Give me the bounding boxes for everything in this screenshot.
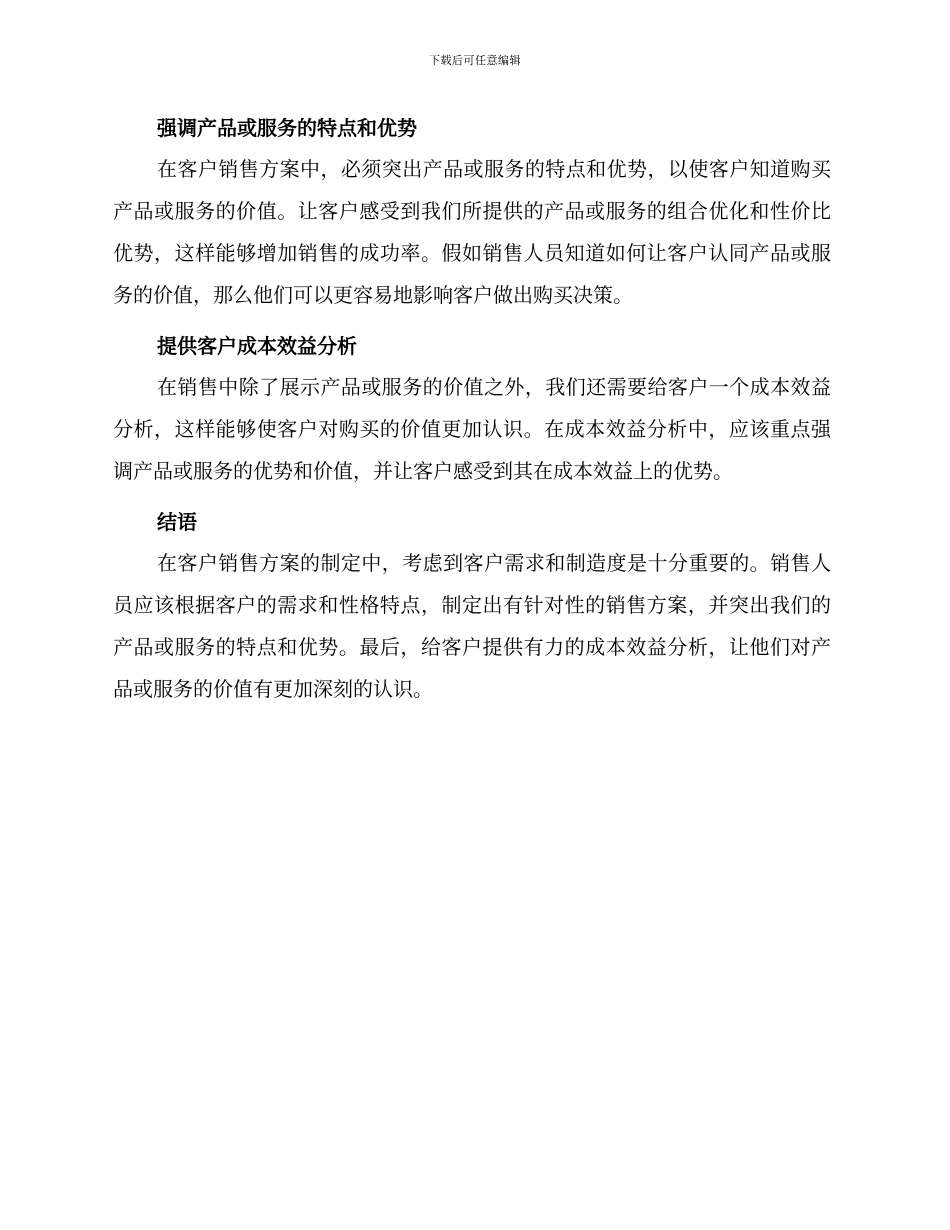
section-paragraph: 在销售中除了展示产品或服务的价值之外，我们还需要给客户一个成本效益分析，这样能够使客户对购买的价值更加认识。在成本效益分析中，应该重点强调产品或服务的优势和价值，并让客户感受到其在成本效益上的优势。 xyxy=(113,375,831,483)
section-heading: 强调产品或服务的特点和优势 xyxy=(157,116,417,140)
section-conclusion xyxy=(113,502,831,710)
section-heading: 提供客户成本效益分析 xyxy=(157,334,357,358)
section-paragraph: 在客户销售方案中，必须突出产品或服务的特点和优势，以使客户知道购买产品或服务的价值。让客户感受到我们所提供的产品或服务的组合优化和性价比优势，这样能够增加销售的成功率。假如销售人员知道如何让客户认同产品或服务的价值，那么他们可以更容易地影响客户做出购买决策。 xyxy=(113,157,831,307)
section-product-advantages xyxy=(113,108,831,316)
document-content xyxy=(113,108,831,720)
section-heading: 结语 xyxy=(157,510,197,534)
section-cost-benefit xyxy=(113,326,831,492)
page-header: 下载后可任意编辑 xyxy=(429,54,521,67)
section-paragraph: 在客户销售方案的制定中，考虑到客户需求和制造度是十分重要的。销售人员应该根据客户的需求和性格特点，制定出有针对性的销售方案，并突出我们的产品或服务的特点和优势。最后，给客户提供有力的成本效益分析，让他们对产品或服务的价值有更加深刻的认识。 xyxy=(113,551,831,701)
